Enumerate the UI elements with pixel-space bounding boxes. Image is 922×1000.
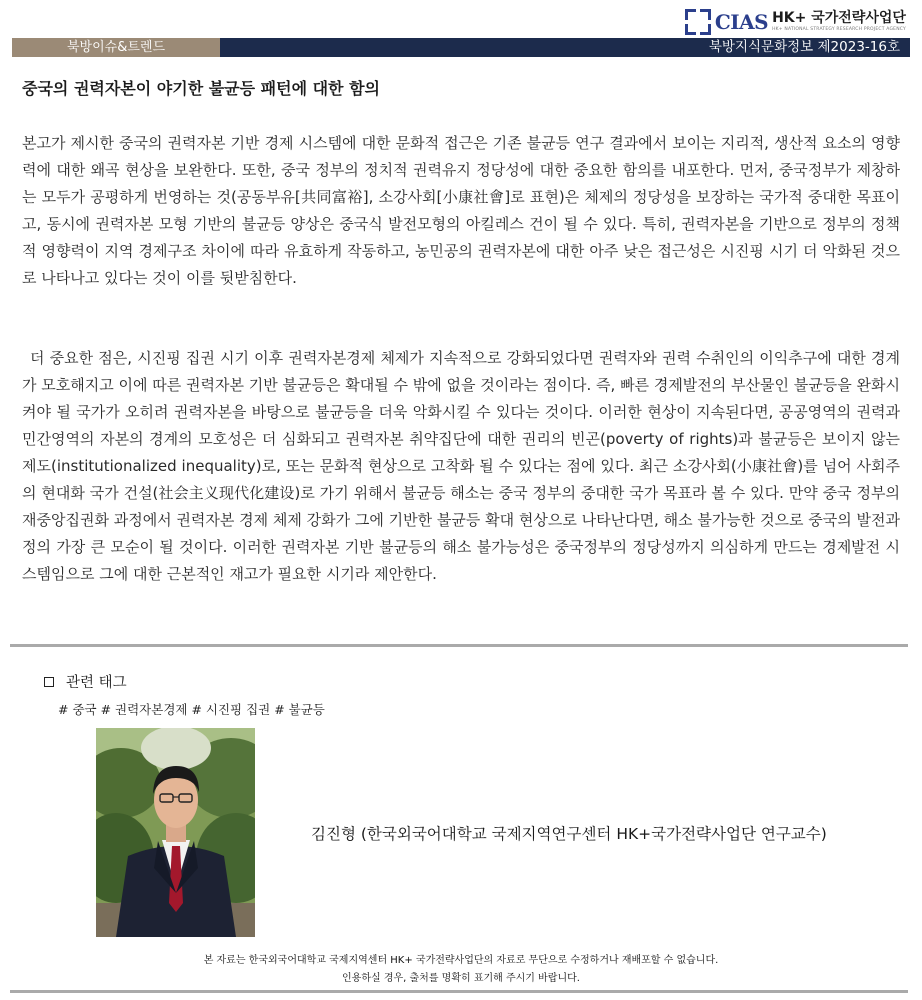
logo-subtitle: HK+ NATIONAL STRATEGY RESEARCH PROJECT AGENCY: [772, 27, 906, 33]
copyright-notice: 본 자료는 한국외국어대학교 국제지역센터 HK+ 국가전략사업단의 자료로 무단으로 수정하거나 재배포할 수 없습니다.: [203, 955, 719, 966]
issue-number: 북방지식문화정보 제2023-16호: [708, 39, 900, 55]
related-tags-label: 관련 태그: [66, 675, 127, 691]
author-name: 김진형 (한국외국어대학교 국제지역연구센터 HK+국가전략사업단 연구교수): [311, 825, 827, 843]
logo-text: CIAS: [714, 10, 769, 34]
related-tags-heading: [44, 671, 127, 692]
logo-mark-icon: [685, 9, 711, 35]
section-divider: [10, 644, 908, 647]
cias-logo: [685, 6, 906, 38]
category-label: 북방이슈&트렌드: [12, 38, 220, 57]
logo-title: HK+ 국가전략사업단: [772, 10, 906, 27]
citation-notice: 인용하실 경우, 출처를 명확히 표기해 주시기 바랍니다.: [342, 973, 580, 984]
article-title: 중국의 권력자본이 야기한 불균등 패턴에 대한 함의: [22, 79, 380, 98]
tag-list: # 중국 # 권력자본경제 # 시진핑 집권 # 불균등: [58, 702, 325, 717]
author-photo: [96, 728, 255, 937]
checkbox-bullet-icon: [44, 677, 54, 687]
header-bar: [12, 38, 910, 57]
article-paragraph-1: 본고가 제시한 중국의 권력자본 기반 경제 시스템에 대한 문화적 접근은 기존 불균등 연구 결과에서 보이는 지리적, 생산적 요소의 영향력에 대한 왜곡 현상을 보완한다. 또한, 중국 정부의 정치적 권력유지 정당성에 대한 중요한 함의를 내포한다. 먼저, 중국정부가 제창하는 모두가 공평하게 번영하는 것(공동부유[共同富裕], 소강사회[小康社會]로 표현)은 체제의 정당성을 보장하는 국가적 중대한 목표이고, 동시에 권력자본 모형 기반의 불균등 양상은 중국식 발전모형의 아킬레스 건이 될 수 있다. 특히, 권력자본을 기반으로 정부의 정책적 영향력이 지역 경제구조 차이에 따라 유효하게 작동하고, 농민공의 권력자본에 대한 아주 낮은 접근성은 시진핑 시기 더 악화된 것으로 나타나고 있다는 것이 이를 뒷받침한다.: [22, 134, 900, 287]
bottom-divider: [10, 990, 908, 993]
article-paragraph-2: 더 중요한 점은, 시진핑 집권 시기 이후 권력자본경제 체제가 지속적으로 강화되었다면 권력자와 권력 수취인의 이익추구에 대한 경계가 모호해지고 이에 따른 권력자본 기반 불균등은 확대될 수 밖에 없을 것이라는 점이다. 즉, 빠른 경제발전의 부산물인 불균등을 완화시켜야 될 국가가 오히려 권력자본을 바탕으로 불균등을 더욱 악화시킬 수 있다는 것이다. 이러한 현상이 지속된다면, 공공영역의 권력과 민간영역의 자본의 경계의 모호성은 더 심화되고 권력자본 취약집단에 대한 권리의 빈곤(poverty of rights)과 불균등은 보이지 않는 제도(institutionalized inequality)로, 또는 문화적 현상으로 고착화 될 수 있다는 점에 있다. 최근 소강사회(小康社會)를 넘어 사회주의 현대화 국가 건설(社会主义现代化建设)로 가기 위해서 불균등 해소는 중국 정부의 중대한 국가 목표라 볼 수 있다. 만약 중국 정부의 재중앙집권화 과정에서 권력자본 경제 체제 강화가 그에 기반한 불균등 확대 현상으로 나타난다면, 해소 불가능한 것으로 중국의 발전과정의 가장 큰 모순이 될 것이다. 이러한 권력자본 기반 불균등의 해소 불가능성은 중국정부의 정당성까지 의심하게 만드는 경제발전 시스템임으로 그에 대한 근본적인 재고가 필요한 시기라 제안한다.: [22, 349, 901, 583]
